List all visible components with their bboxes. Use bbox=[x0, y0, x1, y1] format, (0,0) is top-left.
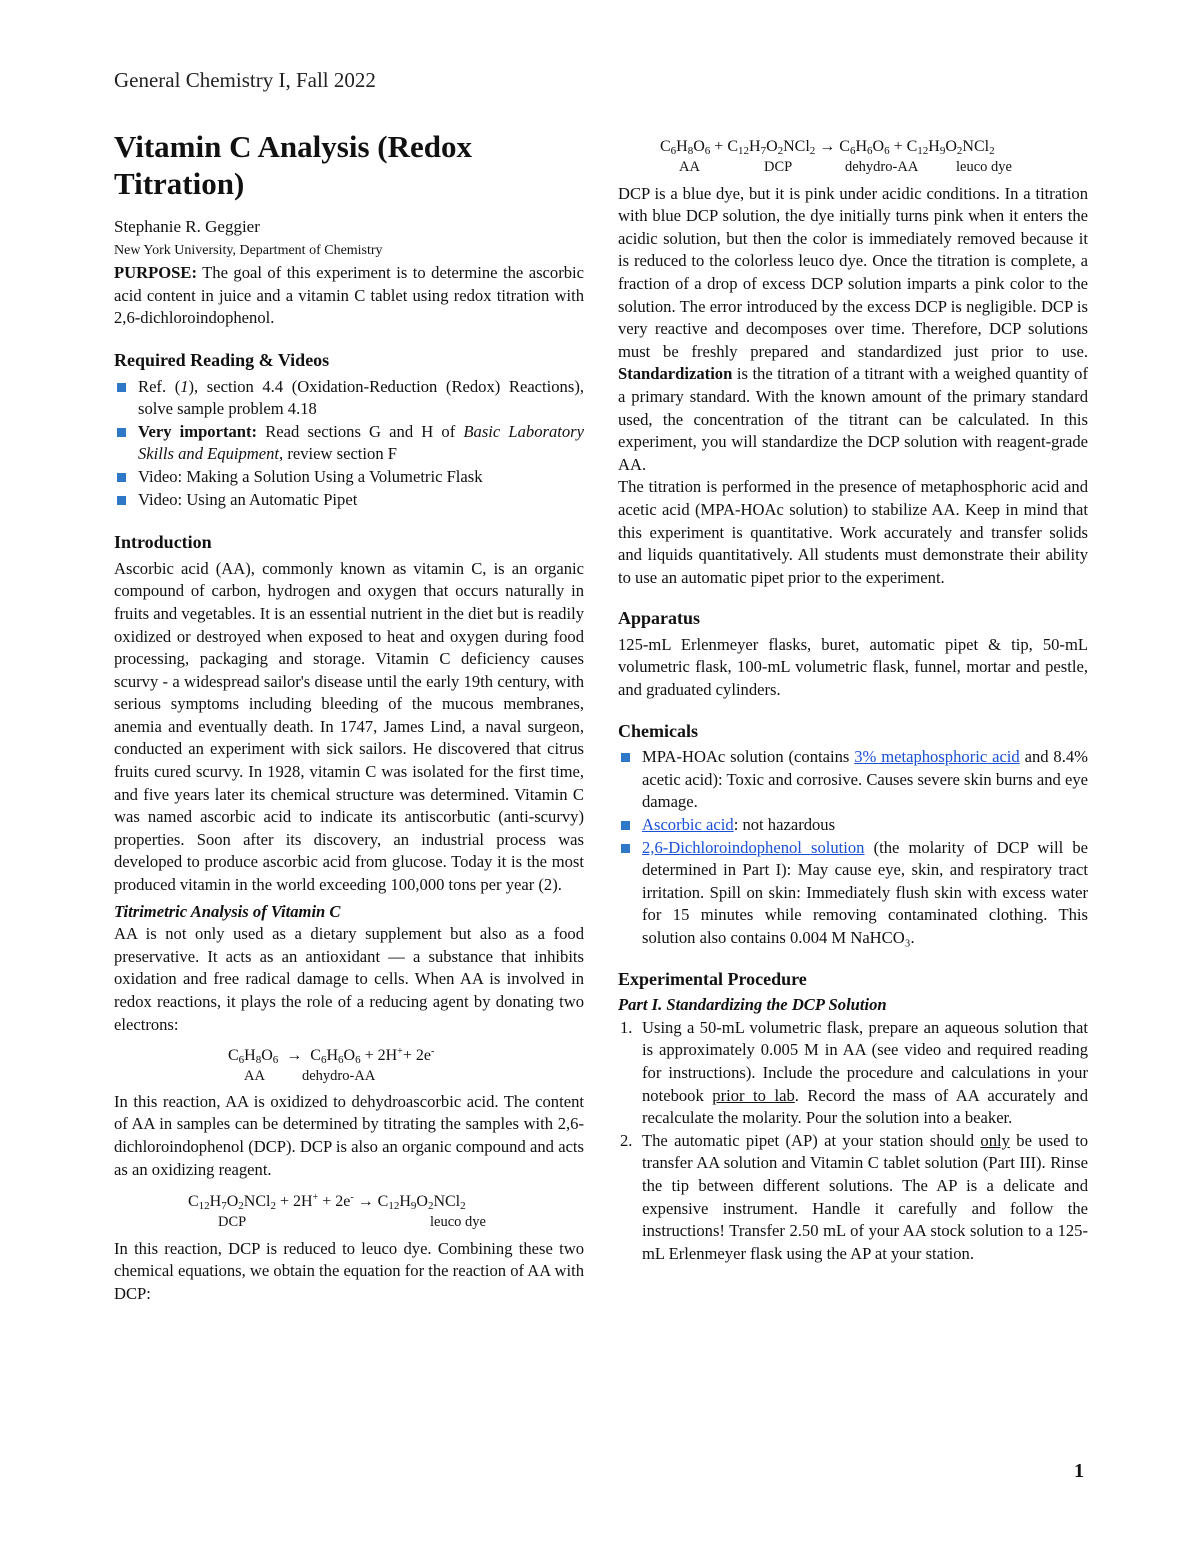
chemicals-list bbox=[618, 746, 1088, 949]
left-column bbox=[114, 128, 584, 1306]
reading-heading: Required Reading & Videos bbox=[114, 349, 330, 370]
apparatus-paragraph: 125-mL Erlenmeyer flasks, buret, automatic pipet & tip, 50-mL volumetric flask, 100-mL volumetric flask, funnel, mortar and pestle, and graduated cylinders. bbox=[618, 634, 1088, 700]
chemical-item: 2,6-Dichloroindophenol solution (the molarity of DCP will be determined in Part I): May cause eye, skin, and respiratory tract irritation. Spill on skin: Immediately flush skin with excess water for 15 minutes while removing contaminated clothing. This solution also contains 0.004 M NaHCO₃. bbox=[618, 837, 1088, 950]
label-dcp: DCP bbox=[218, 1213, 247, 1230]
procedure-steps bbox=[618, 1017, 1088, 1266]
dichloroindophenol-link[interactable]: 2,6-Dichloroindophenol solution bbox=[642, 837, 865, 857]
dcp-paragraph: The titration is performed in the presence of metaphosphoric acid and acetic acid (MPA-HOAc solution) to stabilize AA. Keep in mind that this experiment is quantitative. Work accurately and transfer solids and liquids quantitatively. All students must demonstrate their ability to use an automatic pipet prior to the experiment. bbox=[618, 477, 1088, 587]
label-aa: AA bbox=[679, 158, 700, 175]
reading-list bbox=[114, 376, 584, 512]
right-column bbox=[618, 128, 1088, 1265]
label-leuco-dye: leuco dye bbox=[956, 158, 1012, 175]
course-header: General Chemistry I, Fall 2022 bbox=[114, 68, 376, 92]
procedure-step: 1. Using a 50-mL volumetric flask, prepare an aqueous solution that is approximately 0.005 M in AA (see video and required reading for instructions). Include the procedure and calculations in your notebook prior to lab. Record the mass of AA accurately and recalculate the molarity. Pour the solution into a beaker. bbox=[620, 1017, 1089, 1128]
label-aa: AA bbox=[244, 1067, 265, 1084]
affiliation: New York University, Department of Chemistry bbox=[114, 242, 383, 258]
label-dehydro-aa: dehydro-AA bbox=[845, 158, 919, 175]
procedure-heading: Experimental Procedure bbox=[618, 968, 807, 989]
document-title: Vitamin C Analysis (Redox Titration) bbox=[114, 129, 472, 201]
chemical-item: Ascorbic acid: not hazardous bbox=[618, 814, 1088, 837]
introduction-paragraph: Ascorbic acid (AA), commonly known as vitamin C, is an organic compound of carbon, hydrogen and oxygen that occurs naturally in fruits and vegetables. It is an essential nutrient in the diet but is readily oxidized or destroyed when exposed to heat and oxygen during food processing, packaging and storage. Vitamin C deficiency causes scurvy - a widespread sailor's disease until the early 19th century, with serious symptoms including bleeding of the mucous membranes, anemia and eventually death. In 1747, James Lind, a naval surgeon, conducted an experiment with sick sailors. He discovered that citrus fruits cured scurvy. In 1928, vitamin C was isolated for the first time, and five years later its chemical structure was determined. Vitamin C was named ascorbic acid to indicate its antiscorbutic (anti-scurvy) properties. Soon after its discovery, an industrial process was developed to produce ascorbic acid from glucose. Today it is the most produced vitamin in the world exceeding 100,000 tons per year (2). bbox=[114, 558, 584, 895]
chemical-item: MPA-HOAc solution (contains 3% metaphosphoric acid and 8.4% acetic acid): Toxic and corrosive. Causes severe skin burns and eye damage. bbox=[618, 746, 1088, 814]
chemicals-heading: Chemicals bbox=[618, 720, 698, 741]
equation-dcp-reduction: $C_{12}H_7O_2NCl_2 + 2H^+ + 2e^- \to C_{12}H_9O_2NCl_2$ DCP leuco dye bbox=[188, 1192, 486, 1230]
titrimetric-paragraph: In this reaction, DCP is reduced to leuco dye. Combining these two chemical equations, we obtain the equation for the reaction of AA with DCP: bbox=[114, 1238, 585, 1303]
part1-heading: Part I. Standardizing the DCP Solution bbox=[618, 995, 887, 1015]
metaphosphoric-acid-link[interactable]: 3% metaphosphoric acid bbox=[854, 747, 1020, 767]
label-leuco-dye: leuco dye bbox=[430, 1213, 486, 1230]
purpose-paragraph: PURPOSE: The goal of this experiment is to determine the ascorbic acid content in juice and a vitamin C tablet using redox titration with 2,6-dichloroindophenol. bbox=[114, 263, 584, 328]
author: Stephanie R. Geggier bbox=[114, 217, 260, 236]
titrimetric-paragraph: AA is not only used as a dietary supplement but also as a food preservative. It acts as an antioxidant — a substance that inhibits oxidation and free radical damage to cells. When AA is involved in redox reactions, it plays the role of a reducing agent by donating two electrons: bbox=[114, 924, 584, 1034]
equation-aa-oxidation: $C_6H_8O_6 \to C_6H_6O_6 + 2H^++ 2e^-$ AA dehydro-AA bbox=[228, 1046, 435, 1084]
titrimetric-paragraph: In this reaction, AA is oxidized to dehydroascorbic acid. The content of AA in samples can be determined by titrating the samples with 2,6-dichloroindophenol (DCP). DCP is also an organic compound and acts as an oxidizing reagent. bbox=[114, 1091, 584, 1179]
equation-combined: $C_6H_8O_6 + C_{12}H_7O_2NCl_2 \to C_6H_6O_6 + C_{12}H_9O_2NCl_2$ AA DCP dehydro-AA leuco dye bbox=[660, 138, 1012, 175]
reading-item: Video: Using an Automatic Pipet bbox=[114, 489, 584, 512]
reading-item: Very important: Read sections G and H of Basic Laboratory Skills and Equipment, review section F bbox=[114, 421, 584, 466]
ascorbic-acid-link[interactable]: Ascorbic acid bbox=[642, 815, 734, 835]
reading-item: Ref. (1), section 4.4 (Oxidation-Reduction (Redox) Reactions), solve sample problem 4.18 bbox=[114, 376, 584, 421]
purpose-label: PURPOSE: bbox=[114, 263, 197, 283]
label-dcp: DCP bbox=[764, 158, 793, 175]
dcp-paragraph: DCP is a blue dye, but it is pink under acidic conditions. In a titration with blue DCP solution, the dye initially turns pink when it enters the acidic solution, but then the color is immediately removed because it is reduced to the colorless leuco dye. Once the titration is complete, a fraction of a drop of excess DCP solution imparts a pink color to the solution. The error introduced by the excess DCP is negligible. DCP is very reactive and decomposes over time. Therefore, DCP solutions must be freshly prepared and standardized just prior to use. Standardization is the titration of a titrant with a weighed quantity of a primary standard. With the known amount of the primary standard used, the concentration of the titrant can be calculated. In this experiment, you will standardize the DCP solution with reagent-grade AA. bbox=[618, 183, 1088, 474]
introduction-heading: Introduction bbox=[114, 532, 212, 553]
label-dehydro-aa: dehydro-AA bbox=[302, 1067, 376, 1084]
titrimetric-heading: Titrimetric Analysis of Vitamin C bbox=[114, 901, 341, 921]
procedure-step: 2. The automatic pipet (AP) at your station should only be used to transfer AA solution and Vitamin C tablet solution (Part III). Rinse the tip between different solutions. The AP is a delicate and expensive instrument. Handle it carefully and follow the instructions! Transfer 2.50 mL of your AA stock solution to a 125-mL Erlenmeyer flask using the AP at your station. bbox=[620, 1130, 1088, 1263]
reading-item: Video: Making a Solution Using a Volumetric Flask bbox=[114, 466, 584, 489]
apparatus-heading: Apparatus bbox=[618, 608, 701, 629]
page-number: 1 bbox=[1074, 1460, 1084, 1482]
